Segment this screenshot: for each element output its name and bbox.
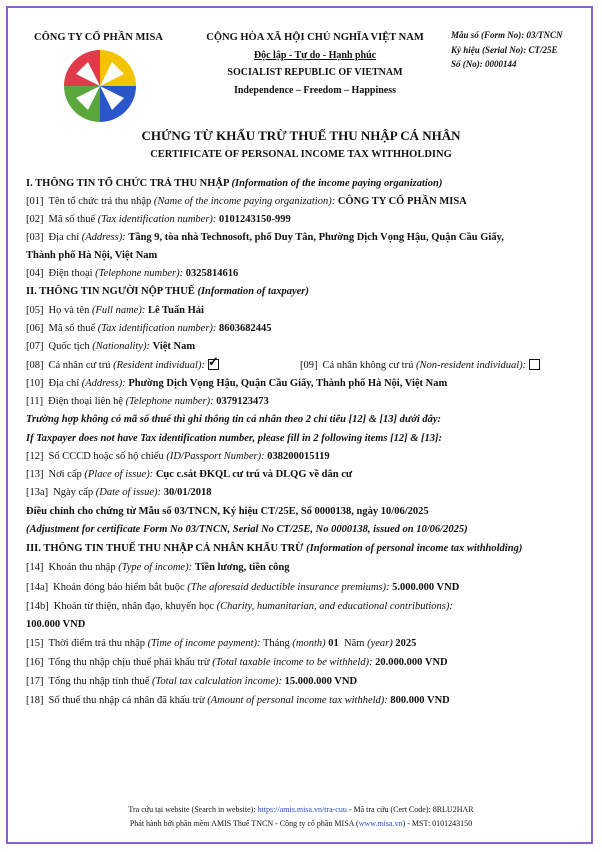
country-name-en: SOCIALIST REPUBLIC OF VIETNAM (227, 67, 403, 78)
field-01: [01] Tên tổ chức trả thu nhập (Name of the income paying organization): CÔNG TY CỔ PHẦN MISA (26, 196, 467, 207)
resident-checkbox[interactable] (207, 354, 219, 370)
misa-logo (62, 48, 138, 124)
field-11: [11] Điện thoại liên hệ (Telephone number): 0379123473 (26, 396, 269, 407)
field-10: [10] Địa chỉ (Address): Phường Dịch Vọng Hậu, Quận Cầu Giấy, Thành phố Hà Nội, Việt Nam (26, 378, 448, 389)
lookup-link[interactable]: https://amis.misa.vn/tra-cuu (257, 805, 347, 814)
adjustment-note-vn: Điều chỉnh cho chứng từ Mẫu số 03/TNCN, Ký hiệu CT/25E, Số 0000138, ngày 10/06/2025 (26, 506, 429, 517)
section-1-heading: I. THÔNG TIN TỔ CHỨC TRẢ THU NHẬP (Information of the income paying organization) (26, 178, 443, 189)
non-resident-checkbox[interactable] (529, 359, 540, 370)
country-name-vn: CỘNG HÒA XÃ HỘI CHỦ NGHĨA VIỆT NAM (206, 32, 424, 43)
field-16: [16] Tổng thu nhập chịu thuế phải khấu trừ (Total taxable income to be withheld): 20.000.000 VND (26, 657, 448, 668)
no-tax-id-note-vn: Trường hợp không có mã số thuế thì ghi thông tin cá nhân theo 2 chỉ tiêu [12] & [13] dưới đây: (26, 414, 442, 425)
field-12: [12] Số CCCD hoặc số hộ chiếu (ID/Passport Number): 038200015119 (26, 451, 330, 462)
field-07: [07] Quốc tịch (Nationality): Việt Nam (26, 341, 196, 352)
adjustment-note-en: (Adjustment for certificate Form No 03/TNCN, Serial No CT/25E, No 0000138, issued on 10/06/2025) (26, 524, 468, 535)
field-03: [03] Địa chỉ (Address): Tầng 9, tòa nhà Technosoft, phố Duy Tân, Phường Dịch Vọng Hậu, Quận Cầu Giấy, (26, 232, 504, 243)
field-06: [06] Mã số thuế (Tax identification number): 8603682445 (26, 323, 272, 334)
field-04: [04] Điện thoại (Telephone number): 0325814616 (26, 268, 239, 279)
field-14a: [14a] Khoản đóng bảo hiểm bắt buộc (The aforesaid deductible insurance premiums): 5.000.000 VND (26, 582, 460, 593)
no-tax-id-note-en: If Taxpayer does not have Tax identification number, please fill in 2 following items [12] & [13]: (26, 433, 443, 444)
field-17: [17] Tổng thu nhập tính thuế (Total tax calculation income): 15.000.000 VND (26, 676, 358, 687)
footer-publisher: Phát hành bởi phần mềm AMIS Thuế TNCN - Công ty cổ phần MISA (www.misa.vn) - MST: 0101243150 (129, 819, 473, 828)
title-vn: CHỨNG TỪ KHẤU TRỪ THUẾ THU NHẬP CÁ NHÂN (141, 128, 461, 143)
form-number: Mẫu số (Form No): 03/TNCN (451, 30, 563, 40)
motto-vn: Độc lập - Tự do - Hạnh phúc (253, 50, 377, 61)
misa-website-link[interactable]: www.misa.vn (358, 819, 403, 828)
field-05: [05] Họ và tên (Full name): Lê Tuấn Hải (26, 305, 204, 316)
field-14b: [14b] Khoản từ thiện, nhân đạo, khuyến học (Charity, humanitarian, and educational contributions): (26, 601, 453, 612)
field-13a: [13a] Ngày cấp (Date of issue): 30/01/2018 (26, 487, 212, 498)
field-02: [02] Mã số thuế (Tax identification number): 0101243150-999 (26, 214, 291, 225)
serial-number: Ký hiệu (Serial No): CT/25E (451, 45, 558, 55)
field-09: [09] Cá nhân không cư trú (Non-resident individual): (300, 359, 540, 372)
field-14: [14] Khoản thu nhập (Type of income): Tiền lương, tiền công (26, 562, 290, 573)
motto-en: Independence – Freedom – Happiness (233, 85, 397, 96)
field-15: [15] Thời điểm trả thu nhập (Time of income payment): Tháng (month) 01 Năm (year) 2025 (26, 638, 417, 649)
field-14b-value: 100.000 VND (26, 619, 86, 630)
field-18: [18] Số thuế thu nhập cá nhân đã khấu trừ (Amount of personal income tax withheld): 800.000 VND (26, 695, 450, 706)
certificate-number: Số (No): 0000144 (451, 59, 517, 69)
checkmark-icon: ✓ (207, 354, 219, 369)
section-2-heading: II. THÔNG TIN NGƯỜI NỘP THUẾ (Information of taxpayer) (26, 286, 309, 297)
field-08: [08] Cá nhân cư trú (Resident individual): ✓ (26, 354, 219, 371)
field-03-continued: Thành phố Hà Nội, Việt Nam (26, 250, 158, 261)
title-en: CERTIFICATE OF PERSONAL INCOME TAX WITHHOLDING (150, 149, 452, 160)
company-name: CÔNG TY CỔ PHẦN MISA (34, 32, 163, 43)
field-13: [13] Nơi cấp (Place of issue): Cục c.sát ĐKQL cư trú và DLQG về dân cư (26, 469, 353, 480)
section-3-heading: III. THÔNG TIN THUẾ THU NHẬP CÁ NHÂN KHẤU TRỪ (Information of personal income tax withholding) (26, 543, 523, 554)
footer-lookup: Tra cứu tại website (Search in website): https://amis.misa.vn/tra-cuu - Mã tra cứu (Cert Code): 8RLU2HAR (128, 805, 474, 814)
